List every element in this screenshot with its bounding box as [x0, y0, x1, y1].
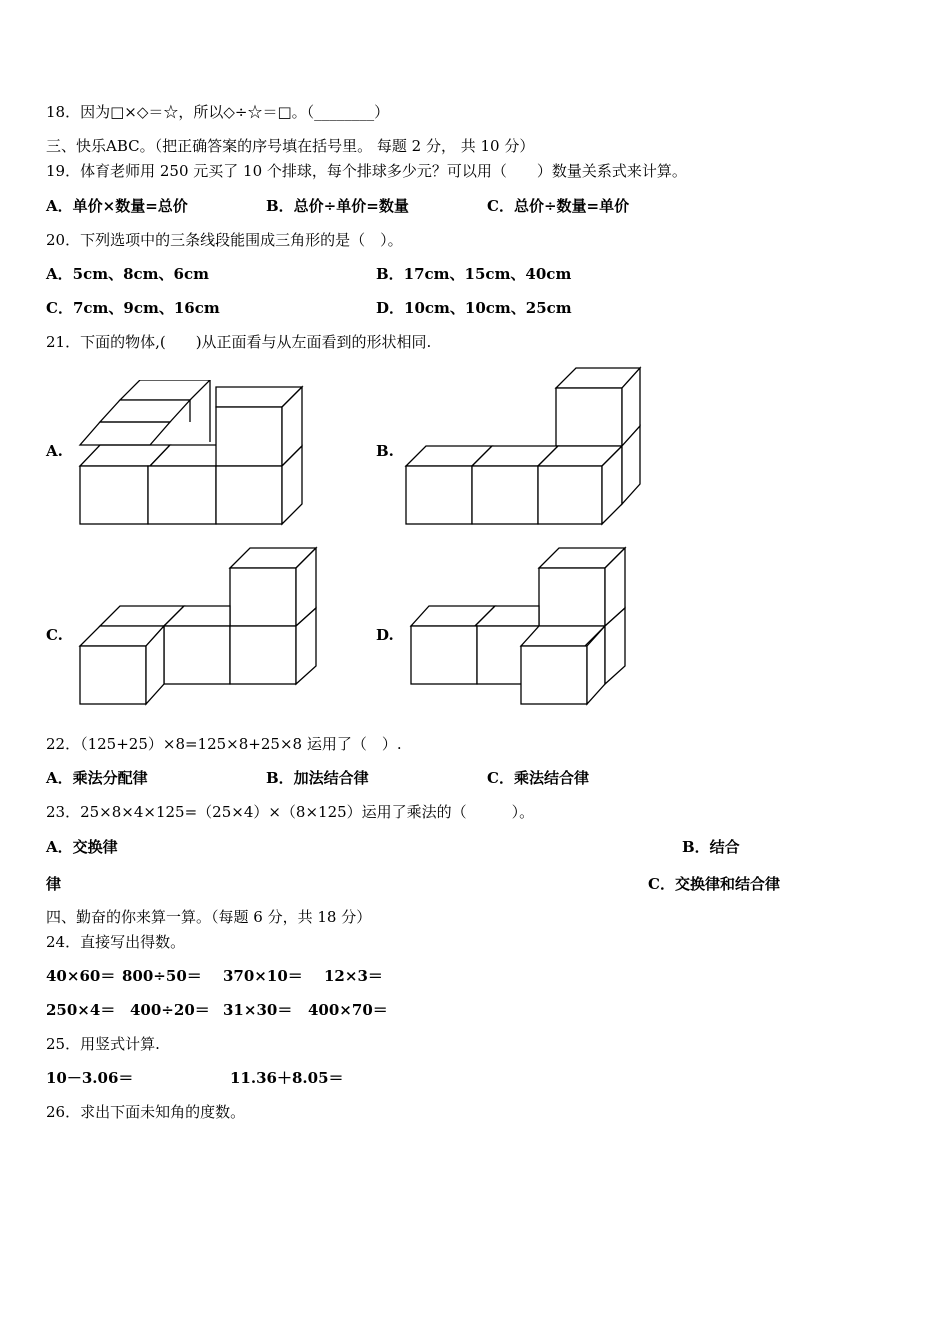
question-26: 26．求出下面未知角的度数。 — [46, 1103, 246, 1121]
q23-option-c: C．交换律和结合律 — [648, 875, 780, 893]
q21-label-d: D. — [376, 626, 394, 644]
q20-option-d: D．10cm、10cm、25cm — [376, 299, 572, 317]
question-23-stem: 23．25×8×4×125=（25×4）×（8×125）运用了乘法的（ ）。 — [46, 803, 535, 821]
q24-item: 800÷50＝ — [122, 967, 202, 985]
q20-option-c: C．7cm、9cm、16cm — [46, 299, 220, 317]
q24-item: 250×4＝ — [46, 1001, 116, 1019]
q24-item: 400÷20＝ — [130, 1001, 210, 1019]
question-19-stem: 19．体育老师用 250 元买了 10 个排球，每个排球多少元？可以用（ ）数量关系式来计算。 — [46, 162, 687, 180]
q23-option-b: B．结合 — [682, 838, 740, 856]
question-20-stem: 20．下列选项中的三条线段能围成三角形的是（ ）。 — [46, 231, 403, 249]
q22-option-b: B．加法结合律 — [266, 769, 369, 787]
q23-option-b-continued: 律 — [46, 875, 62, 893]
question-24-stem: 24．直接写出得数。 — [46, 933, 186, 951]
q23-option-a: A．交换律 — [46, 838, 118, 856]
q21-figure-c — [70, 544, 330, 709]
q24-item: 40×60＝ — [46, 967, 116, 985]
q24-item: 400×70＝ — [308, 1001, 388, 1019]
q22-option-c: C．乘法结合律 — [487, 769, 589, 787]
q24-item: 31×30＝ — [223, 1001, 293, 1019]
q24-item: 12×3＝ — [324, 967, 383, 985]
q21-label-b: B. — [376, 442, 394, 460]
q21-label-c: C. — [46, 626, 63, 644]
section-3-heading: 三、快乐ABC。（把正确答案的序号填在括号里。 每题 2 分， 共 10 分） — [46, 137, 535, 155]
q24-item: 370×10＝ — [223, 967, 303, 985]
q19-option-c: C．总价÷数量=单价 — [487, 197, 630, 215]
question-21-stem: 21．下面的物体,( )从正面看与从左面看到的形状相同. — [46, 333, 432, 351]
question-18: 18．因为□×◇＝☆，所以◇÷☆＝□。（________） — [46, 103, 390, 121]
q21-figure-b — [400, 362, 650, 532]
question-22-stem: 22．（125+25）×8=125×8+25×8 运用了（ ）. — [46, 735, 402, 753]
q22-option-a: A．乘法分配律 — [46, 769, 148, 787]
q21-figure-a — [70, 380, 310, 530]
question-25-stem: 25．用竖式计算. — [46, 1035, 160, 1053]
q19-option-a: A．单价×数量=总价 — [46, 197, 188, 215]
q19-option-b: B．总价÷单价=数量 — [266, 197, 409, 215]
section-4-heading: 四、勤奋的你来算一算。（每题 6 分，共 18 分） — [46, 908, 372, 926]
q21-label-a: A. — [46, 442, 63, 460]
q25-item: 10－3.06＝ — [46, 1069, 134, 1087]
q25-item: 11.36＋8.05＝ — [230, 1069, 344, 1087]
q21-figure-d — [405, 544, 645, 709]
q20-option-a: A．5cm、8cm、6cm — [46, 265, 209, 283]
q20-option-b: B．17cm、15cm、40cm — [376, 265, 572, 283]
